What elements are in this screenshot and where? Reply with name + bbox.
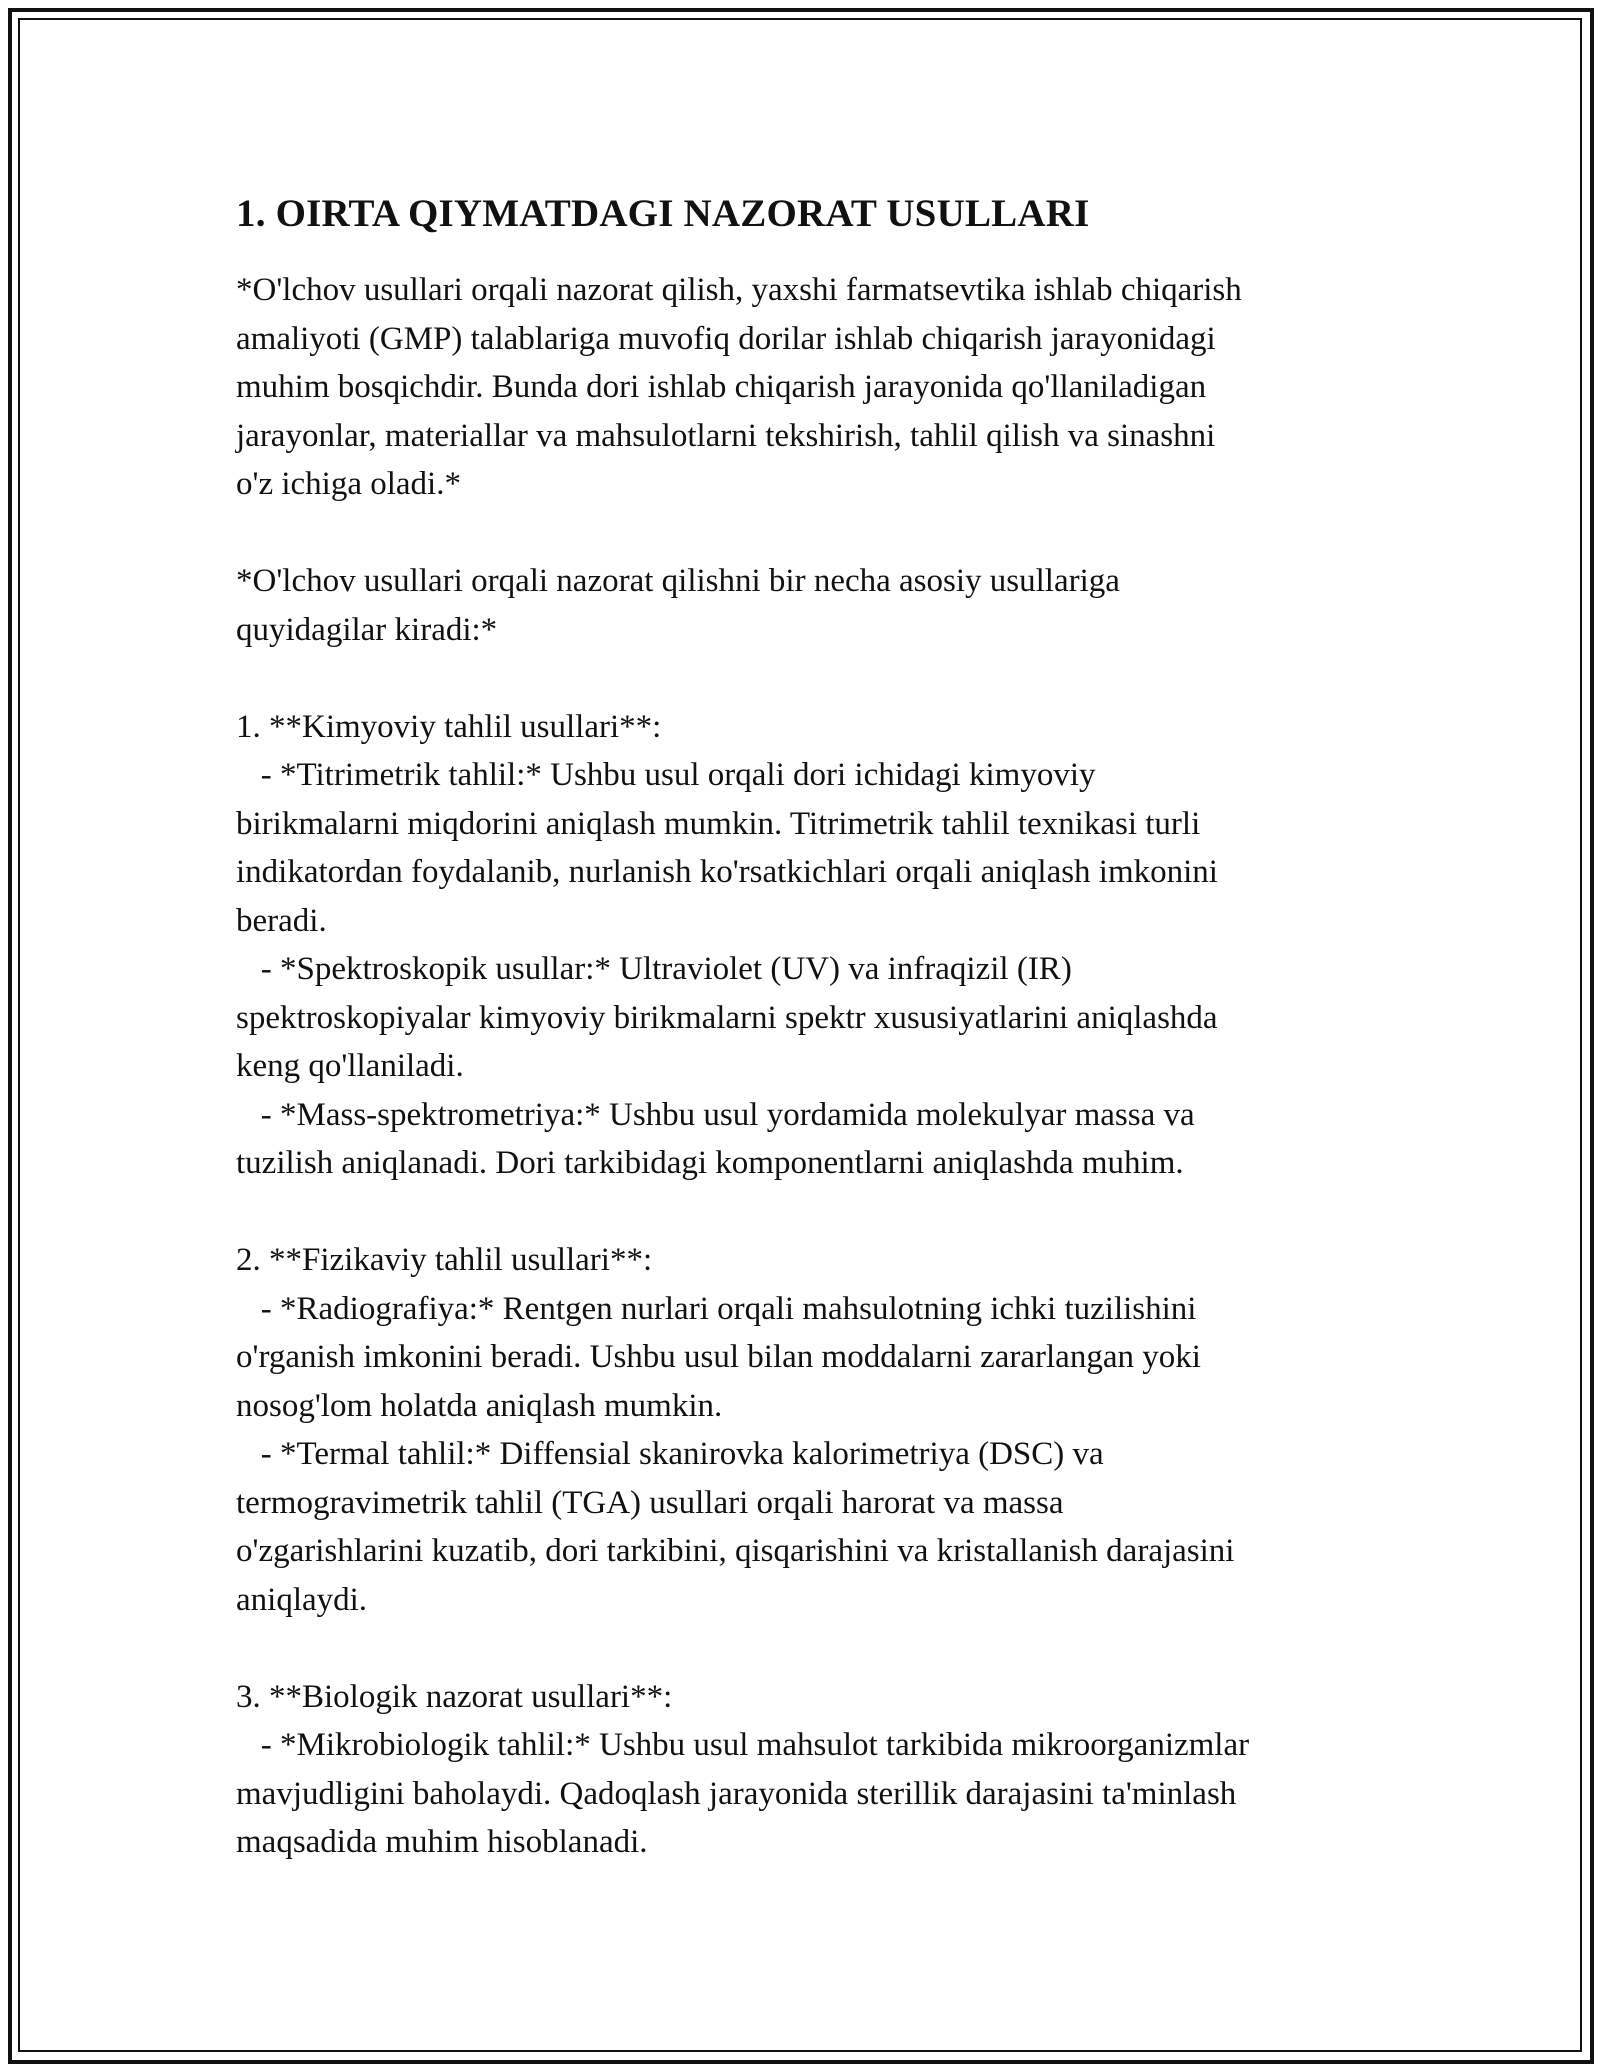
list-item-line: - *Mikrobiologik tahlil:* Ushbu usul mahsulot tarkibida mikroorganizmlar — [236, 1727, 1250, 1763]
text-line: tuzilish aniqlanadi. Dori tarkibidagi komponentlarni aniqlashda muhim. — [236, 1145, 1184, 1181]
text-line: amaliyoti (GMP) talablariga muvofiq dorilar ishlab chiqarish jarayonidagi — [236, 320, 1216, 357]
list-item-line: - *Termal tahlil:* Diffensial skanirovka kalorimetriya (DSC) va — [236, 1436, 1104, 1472]
text-line: spektroskopiyalar kimyoviy birikmalarni spektr xususiyatlarini aniqlashda — [236, 999, 1218, 1036]
blank-line — [236, 654, 1396, 703]
text-line: o'rganish imkonini beradi. Ushbu usul bilan moddalarni zararlangan yoki — [236, 1339, 1201, 1375]
text-line: aniqlaydi. — [236, 1581, 368, 1618]
text-line: birikmalarni miqdorini aniqlash mumkin. Titrimetrik tahlil texnikasi turli — [236, 805, 1201, 842]
list-item-line: - *Radiografiya:* Rentgen nurlari orqali mahsulotning ichki tuzilishini — [236, 1290, 1197, 1327]
list-item-line: - *Spektroskopik usullar:* Ultraviolet (UV) va infraqizil (IR) — [236, 951, 1072, 987]
blank-line — [236, 1624, 1396, 1673]
section-heading-2: 2. **Fizikaviy tahlil usullari**: — [236, 1242, 653, 1278]
list-item-line: - *Titrimetrik tahlil:* Ushbu usul orqali dori ichidagi kimyoviy — [236, 757, 1096, 793]
text-line: termogravimetrik tahlil (TGA) usullari orqali harorat va massa — [236, 1484, 1064, 1521]
blank-line — [236, 509, 1396, 558]
text-line: maqsadida muhim hisoblanadi. — [236, 1824, 648, 1860]
text-line: o'zgarishlarini kuzatib, dori tarkibini, qisqarishini va kristallanish darajasini — [236, 1533, 1235, 1569]
text-line: muhim bosqichdir. Bunda dori ishlab chiqarish jarayonida qo'llaniladigan — [236, 369, 1207, 405]
text-line: keng qo'llaniladi. — [236, 1048, 464, 1084]
text-line: mavjudligini baholaydi. Qadoqlash jarayonida sterillik darajasini ta'minlash — [236, 1775, 1237, 1812]
section-heading-3: 3. **Biologik nazorat usullari**: — [236, 1678, 673, 1715]
text-line: beradi. — [236, 902, 327, 939]
text-line: *O'lchov usullari orqali nazorat qilishni bir necha asosiy usullariga — [236, 563, 1120, 599]
text-line: quyidagilar kiradi:* — [236, 611, 498, 648]
document-title: 1. OIRTA QIYMATDAGI NAZORAT USULLARI — [236, 192, 1090, 235]
document-body — [236, 188, 1396, 1867]
text-line: o'z ichiga oladi.* — [236, 466, 461, 502]
text-line: *O'lchov usullari orqali nazorat qilish, yaxshi farmatsevtika ishlab chiqarish — [236, 272, 1242, 308]
text-line: indikatordan foydalanib, nurlanish ko'rsatkichlari orqali aniqlash imkonini — [236, 854, 1218, 890]
text-line: jarayonlar, materiallar va mahsulotlarni tekshirish, tahlil qilish va sinashni — [236, 417, 1216, 454]
document-text — [236, 266, 1396, 1867]
text-line: nosog'lom holatda aniqlash mumkin. — [236, 1387, 723, 1424]
list-item-line: - *Mass-spektrometriya:* Ushbu usul yordamida molekulyar massa va — [236, 1096, 1195, 1133]
blank-line — [236, 1188, 1396, 1237]
section-heading-1: 1. **Kimyoviy tahlil usullari**: — [236, 708, 662, 745]
